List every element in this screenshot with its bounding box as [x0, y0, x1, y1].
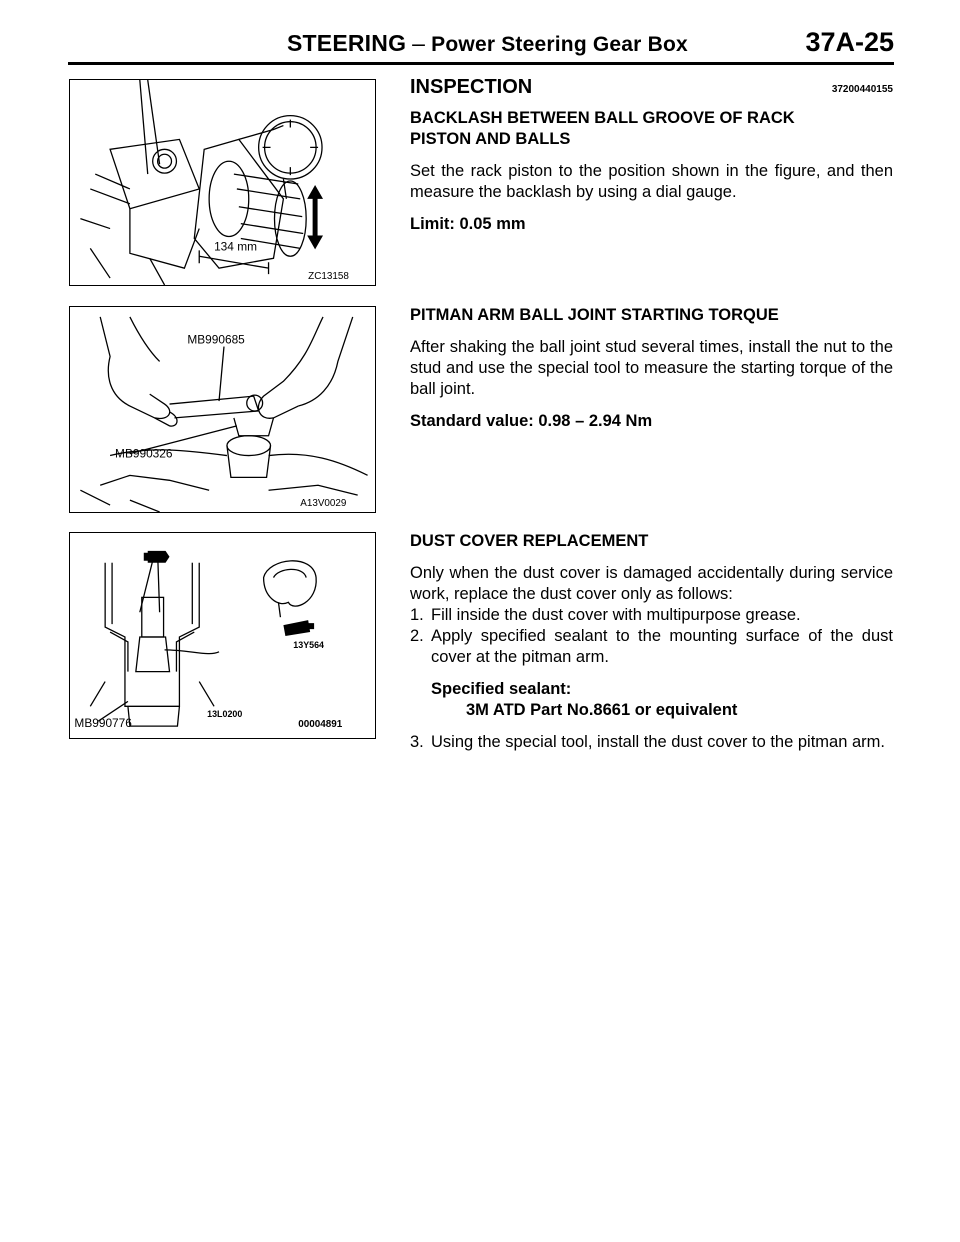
figure3-code-a: 13L0200 [207, 709, 243, 720]
step-number: 3. [410, 733, 424, 751]
step-text: Fill inside the dust cover with multipurpose grease. [431, 606, 801, 624]
title-dash: – [412, 30, 426, 56]
step-number: 2. [410, 627, 424, 645]
inspection-code: 37200440155 [831, 84, 893, 95]
pitman-block [410, 305, 893, 432]
page-number: 37A-25 [805, 27, 894, 57]
figure-dust-cover [69, 532, 376, 739]
step-text: Using the special tool, install the dust cover to the pitman arm. [431, 733, 885, 751]
pitman-standard-value: Standard value: 0.98 – 2.94 Nm [410, 412, 653, 430]
figure1-dimension-label: 134 mm [214, 239, 257, 254]
pitman-body: After shaking the ball joint stud several times, install the nut to the stud and use the special tool to measure the starting torque of the ball joint. [410, 338, 893, 398]
dust-cover-step-1 [410, 605, 893, 626]
pitman-torque-illustration [70, 307, 375, 512]
figure1-code: ZC13158 [308, 271, 349, 283]
figure3-code-b: 00004891 [298, 719, 343, 731]
step-number: 1. [410, 606, 424, 624]
backlash-body: Set the rack piston to the position shown in the figure, and then measure the backlash by using a dial gauge. [410, 162, 893, 201]
section-subtitle: Power Steering Gear Box [431, 33, 688, 56]
header-title [287, 30, 688, 57]
figure-pitman-torque [69, 306, 376, 513]
dust-cover-step-2 [410, 626, 893, 668]
dust-cover-block [410, 531, 893, 753]
step-text: Apply specified sealant to the mounting surface of the dust cover at the pitman arm. [431, 627, 893, 666]
section-title: STEERING [287, 30, 407, 56]
sealant-label: Specified sealant: [431, 680, 572, 698]
sealant-value: 3M ATD Part No.8661 or equivalent [466, 701, 738, 719]
backlash-block [410, 108, 893, 235]
pitman-heading: PITMAN ARM BALL JOINT STARTING TORQUE [410, 306, 779, 324]
figure2-tool-a-label: MB990685 [187, 332, 245, 347]
figure2-tool-b-label: MB990326 [115, 446, 173, 461]
figure3-code-c: 13Y564 [293, 639, 325, 650]
figure3-tool-label: MB990776 [74, 716, 132, 731]
dust-cover-step-3 [410, 732, 893, 753]
inspection-section [410, 76, 893, 99]
dust-cover-illustration [70, 533, 375, 738]
backlash-heading: BACKLASH BETWEEN BALL GROOVE OF RACK PISTON AND BALLS [410, 109, 795, 148]
backlash-illustration [70, 80, 375, 285]
header-rule [68, 62, 894, 65]
backlash-limit: Limit: 0.05 mm [410, 215, 526, 233]
figure2-code: A13V0029 [300, 498, 347, 510]
figure-backlash [69, 79, 376, 286]
dust-cover-heading: DUST COVER REPLACEMENT [410, 532, 649, 550]
dust-cover-intro: Only when the dust cover is damaged accidentally during service work, replace the dust cover only as follows: [410, 564, 893, 603]
inspection-heading: INSPECTION [410, 76, 533, 98]
